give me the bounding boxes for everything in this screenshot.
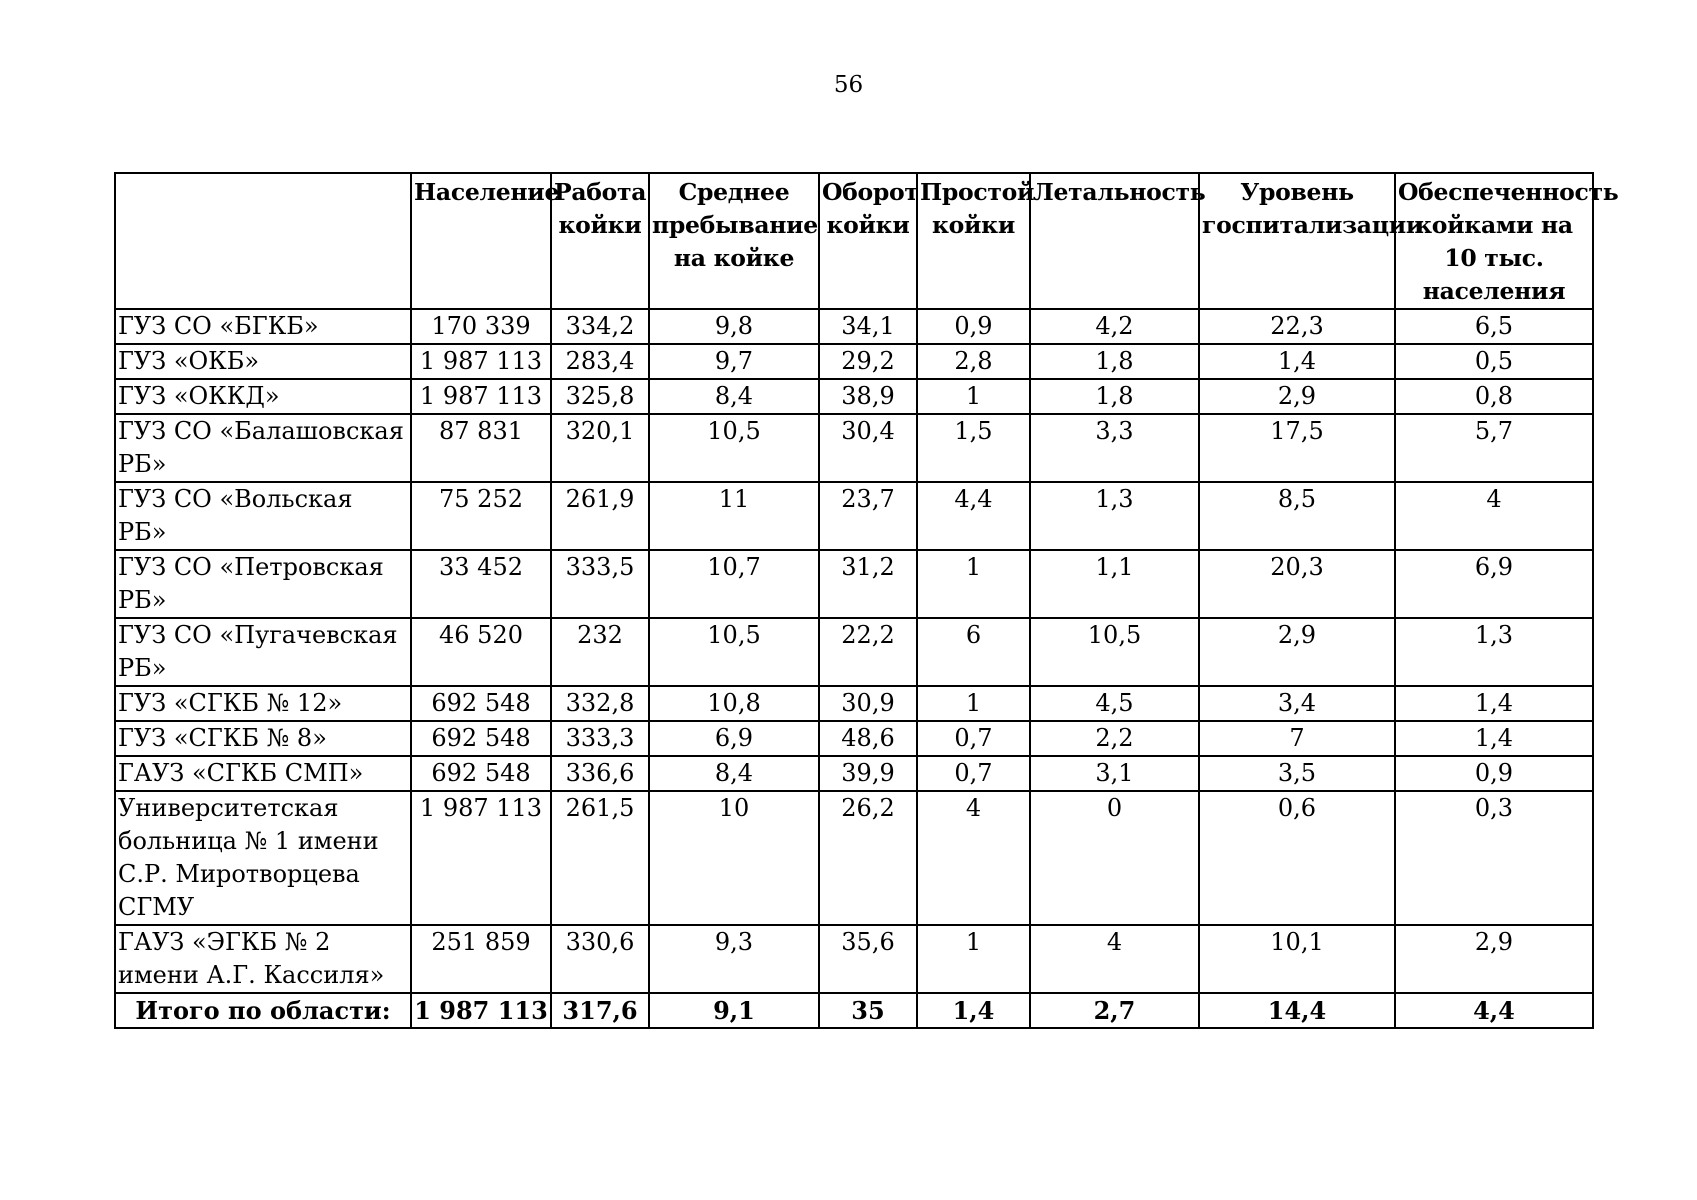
mortality-cell: 2,2: [1030, 721, 1199, 756]
institution-name-cell: ГУЗ СО «Пугачевская РБ»: [115, 618, 411, 686]
bed-work-cell: 232: [551, 618, 649, 686]
institution-name-cell: ГУЗ «СГКБ № 12»: [115, 686, 411, 721]
header-average-stay: Среднее пребывание на койке: [649, 173, 819, 309]
population-cell: 75 252: [411, 482, 551, 550]
bed-idle-cell: 1: [917, 550, 1030, 618]
institution-name-cell: ГАУЗ «СГКБ СМП»: [115, 756, 411, 791]
population-cell: 251 859: [411, 925, 551, 993]
header-bed-turnover: Оборот койки: [819, 173, 917, 309]
mortality-cell: 3,3: [1030, 414, 1199, 482]
total-bed-turnover-cell: 35: [819, 993, 917, 1028]
population-cell: 46 520: [411, 618, 551, 686]
mortality-cell: 1,8: [1030, 344, 1199, 379]
bed-turnover-cell: 30,4: [819, 414, 917, 482]
bed-idle-cell: 4: [917, 791, 1030, 925]
bed-provision-cell: 0,3: [1395, 791, 1593, 925]
mortality-cell: 1,3: [1030, 482, 1199, 550]
table-row: [115, 686, 1593, 721]
mortality-cell: 1,8: [1030, 379, 1199, 414]
average-stay-cell: 9,8: [649, 309, 819, 344]
header-mortality: Летальность: [1030, 173, 1199, 309]
population-cell: 1 987 113: [411, 791, 551, 925]
population-cell: 1 987 113: [411, 379, 551, 414]
table-row: [115, 309, 1593, 344]
bed-turnover-cell: 34,1: [819, 309, 917, 344]
page-number: 56: [833, 72, 864, 98]
mortality-cell: 4: [1030, 925, 1199, 993]
hospitalization-level-cell: 22,3: [1199, 309, 1395, 344]
bed-provision-cell: 0,5: [1395, 344, 1593, 379]
bed-turnover-cell: 23,7: [819, 482, 917, 550]
table-row: [115, 925, 1593, 993]
header-population: Население: [411, 173, 551, 309]
mortality-cell: 1,1: [1030, 550, 1199, 618]
institution-name-cell: ГУЗ «ОКБ»: [115, 344, 411, 379]
bed-work-cell: 333,5: [551, 550, 649, 618]
bed-provision-cell: 4: [1395, 482, 1593, 550]
institution-name-cell: ГАУЗ «ЭГКБ № 2 имени А.Г. Кассиля»: [115, 925, 411, 993]
total-population-cell: 1 987 113: [411, 993, 551, 1028]
bed-idle-cell: 0,7: [917, 721, 1030, 756]
average-stay-cell: 9,7: [649, 344, 819, 379]
hospitalization-level-cell: 1,4: [1199, 344, 1395, 379]
population-cell: 170 339: [411, 309, 551, 344]
bed-provision-cell: 5,7: [1395, 414, 1593, 482]
header-bed-provision: Обеспеченность койками на 10 тыс. населения: [1395, 173, 1593, 309]
bed-provision-cell: 6,5: [1395, 309, 1593, 344]
total-mortality-cell: 2,7: [1030, 993, 1199, 1028]
table-row: [115, 414, 1593, 482]
bed-work-cell: 330,6: [551, 925, 649, 993]
bed-idle-cell: 1: [917, 686, 1030, 721]
header-bed-work: Работа койки: [551, 173, 649, 309]
table-row: [115, 379, 1593, 414]
institution-name-cell: ГУЗ СО «Балашовская РБ»: [115, 414, 411, 482]
bed-turnover-cell: 30,9: [819, 686, 917, 721]
average-stay-cell: 10,5: [649, 618, 819, 686]
bed-work-cell: 334,2: [551, 309, 649, 344]
bed-work-cell: 336,6: [551, 756, 649, 791]
bed-work-cell: 261,5: [551, 791, 649, 925]
table-row: [115, 618, 1593, 686]
bed-idle-cell: 1,5: [917, 414, 1030, 482]
table-row: [115, 721, 1593, 756]
population-cell: 1 987 113: [411, 344, 551, 379]
mortality-cell: 4,2: [1030, 309, 1199, 344]
bed-work-cell: 320,1: [551, 414, 649, 482]
average-stay-cell: 11: [649, 482, 819, 550]
total-bed-work-cell: 317,6: [551, 993, 649, 1028]
table-row: [115, 550, 1593, 618]
bed-turnover-cell: 38,9: [819, 379, 917, 414]
total-average-stay-cell: 9,1: [649, 993, 819, 1028]
bed-provision-cell: 0,9: [1395, 756, 1593, 791]
header-hospitalization-level: Уровень госпитализации: [1199, 173, 1395, 309]
table-row: [115, 791, 1593, 925]
bed-turnover-cell: 22,2: [819, 618, 917, 686]
bed-idle-cell: 0,7: [917, 756, 1030, 791]
header-institution: [115, 173, 411, 309]
average-stay-cell: 10,7: [649, 550, 819, 618]
institution-name-cell: ГУЗ «ОККД»: [115, 379, 411, 414]
hospitalization-level-cell: 2,9: [1199, 618, 1395, 686]
table-row: [115, 482, 1593, 550]
bed-idle-cell: 2,8: [917, 344, 1030, 379]
bed-provision-cell: 1,4: [1395, 686, 1593, 721]
total-label-cell: Итого по области:: [115, 993, 411, 1028]
bed-turnover-cell: 26,2: [819, 791, 917, 925]
bed-turnover-cell: 35,6: [819, 925, 917, 993]
bed-provision-cell: 1,3: [1395, 618, 1593, 686]
hospitalization-level-cell: 2,9: [1199, 379, 1395, 414]
hospitalization-level-cell: 7: [1199, 721, 1395, 756]
bed-turnover-cell: 39,9: [819, 756, 917, 791]
average-stay-cell: 10,5: [649, 414, 819, 482]
bed-idle-cell: 1: [917, 925, 1030, 993]
total-bed-provision-cell: 4,4: [1395, 993, 1593, 1028]
average-stay-cell: 6,9: [649, 721, 819, 756]
bed-idle-cell: 1: [917, 379, 1030, 414]
bed-provision-cell: 6,9: [1395, 550, 1593, 618]
bed-work-cell: 333,3: [551, 721, 649, 756]
hospitalization-level-cell: 8,5: [1199, 482, 1395, 550]
total-row: [115, 993, 1593, 1028]
total-bed-idle-cell: 1,4: [917, 993, 1030, 1028]
institution-name-cell: ГУЗ СО «Вольская РБ»: [115, 482, 411, 550]
hospitalization-level-cell: 3,5: [1199, 756, 1395, 791]
table-header-row: [115, 173, 1593, 309]
population-cell: 692 548: [411, 756, 551, 791]
bed-turnover-cell: 48,6: [819, 721, 917, 756]
institution-name-cell: ГУЗ СО «БГКБ»: [115, 309, 411, 344]
mortality-cell: 0: [1030, 791, 1199, 925]
bed-work-cell: 325,8: [551, 379, 649, 414]
bed-idle-cell: 6: [917, 618, 1030, 686]
hospitalization-level-cell: 10,1: [1199, 925, 1395, 993]
hospital-statistics-table: [114, 172, 1619, 1029]
mortality-cell: 4,5: [1030, 686, 1199, 721]
average-stay-cell: 8,4: [649, 756, 819, 791]
average-stay-cell: 9,3: [649, 925, 819, 993]
institution-name-cell: ГУЗ «СГКБ № 8»: [115, 721, 411, 756]
institution-name-cell: ГУЗ СО «Петровская РБ»: [115, 550, 411, 618]
hospitalization-level-cell: 20,3: [1199, 550, 1395, 618]
hospitalization-level-cell: 0,6: [1199, 791, 1395, 925]
bed-turnover-cell: 31,2: [819, 550, 917, 618]
population-cell: 87 831: [411, 414, 551, 482]
population-cell: 692 548: [411, 721, 551, 756]
institution-name-cell: Университетская больница № 1 имени С.Р. Миротворцева СГМУ: [115, 791, 411, 925]
bed-provision-cell: 1,4: [1395, 721, 1593, 756]
hospitalization-level-cell: 3,4: [1199, 686, 1395, 721]
total-hospitalization-level-cell: 14,4: [1199, 993, 1395, 1028]
population-cell: 692 548: [411, 686, 551, 721]
bed-work-cell: 283,4: [551, 344, 649, 379]
mortality-cell: 3,1: [1030, 756, 1199, 791]
bed-idle-cell: 0,9: [917, 309, 1030, 344]
bed-turnover-cell: 29,2: [819, 344, 917, 379]
population-cell: 33 452: [411, 550, 551, 618]
average-stay-cell: 10: [649, 791, 819, 925]
mortality-cell: 10,5: [1030, 618, 1199, 686]
average-stay-cell: 8,4: [649, 379, 819, 414]
bed-provision-cell: 2,9: [1395, 925, 1593, 993]
header-bed-idle: Простой койки: [917, 173, 1030, 309]
table-row: [115, 756, 1593, 791]
bed-provision-cell: 0,8: [1395, 379, 1593, 414]
bed-idle-cell: 4,4: [917, 482, 1030, 550]
bed-work-cell: 332,8: [551, 686, 649, 721]
bed-work-cell: 261,9: [551, 482, 649, 550]
table-row: [115, 344, 1593, 379]
hospitalization-level-cell: 17,5: [1199, 414, 1395, 482]
average-stay-cell: 10,8: [649, 686, 819, 721]
